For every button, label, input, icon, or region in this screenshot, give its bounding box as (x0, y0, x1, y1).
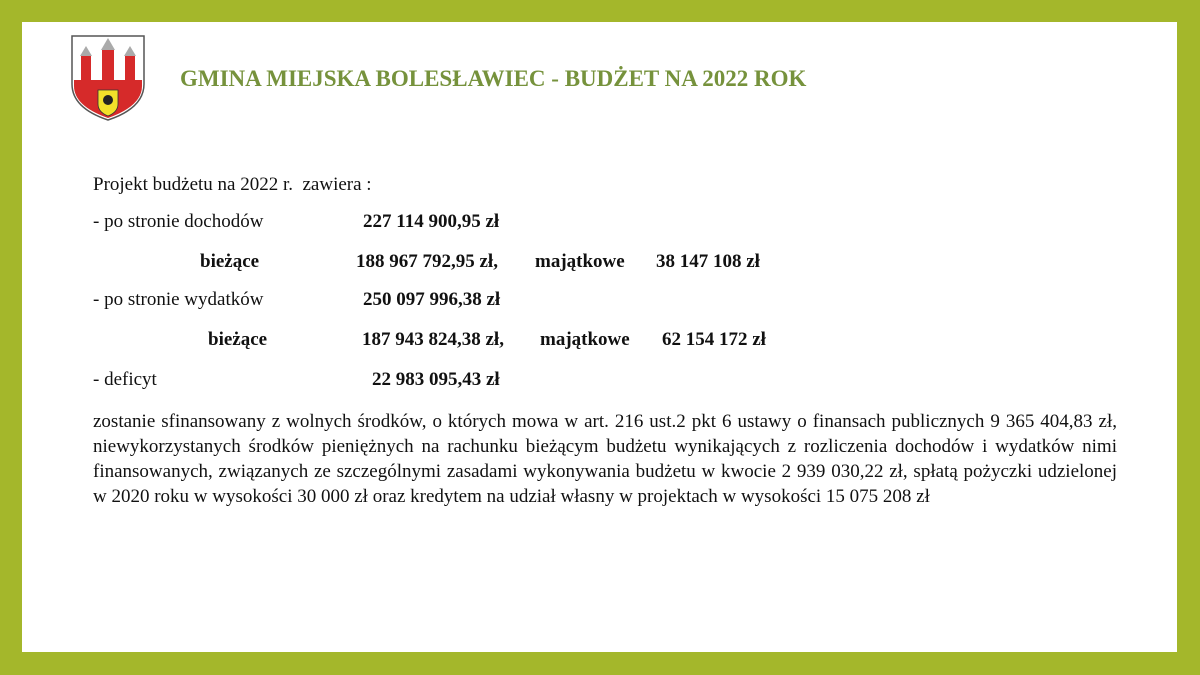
expenses-current-label: bieżące (208, 329, 268, 350)
income-label: - po stronie dochodów (93, 211, 264, 232)
income-capital-value: 38 147 108 zł (656, 251, 760, 272)
page-title: GMINA MIEJSKA BOLESŁAWIEC - BUDŻET NA 2022 ROK (180, 66, 807, 91)
income-total: 227 114 900,95 zł (363, 211, 500, 232)
expenses-total: 250 097 996,38 zł (363, 289, 501, 310)
deficit-value: 22 983 095,43 zł (372, 369, 500, 390)
income-current-label: bieżące (200, 251, 260, 272)
coat-of-arms-logo (70, 34, 146, 122)
income-current-value: 188 967 792,95 zł, (356, 251, 498, 272)
expenses-capital-value: 62 154 172 zł (662, 329, 766, 350)
financing-paragraph: zostanie sfinansowany z wolnych środków, o których mowa w art. 216 ust.2 pkt 6 ustawy o finansach publicznych 9 365 404,83 zł, niewykorzystanych środków pieniężnych na rachunku bieżącym budżetu wynikających z rozliczenia dochodów i wydatków nimi finansowanych, związanych ze szczególnymi zasadami wykonywania budżetu w kwocie 2 939 030,22 zł, spłatą pożyczki udzielonej w 2020 roku w wysokości 30 000 zł oraz kredytem na udział własny w projektach w wysokości 15 075 208 zł (93, 411, 1117, 507)
intro-text: Projekt budżetu na 2022 r. zawiera : (93, 174, 372, 195)
expenses-label: - po stronie wydatków (93, 289, 264, 310)
deficit-label: - deficyt (93, 369, 157, 390)
expenses-current-value: 187 943 824,38 zł, (362, 329, 504, 350)
income-capital-label: majątkowe (535, 251, 625, 272)
expenses-capital-label: majątkowe (540, 329, 630, 350)
